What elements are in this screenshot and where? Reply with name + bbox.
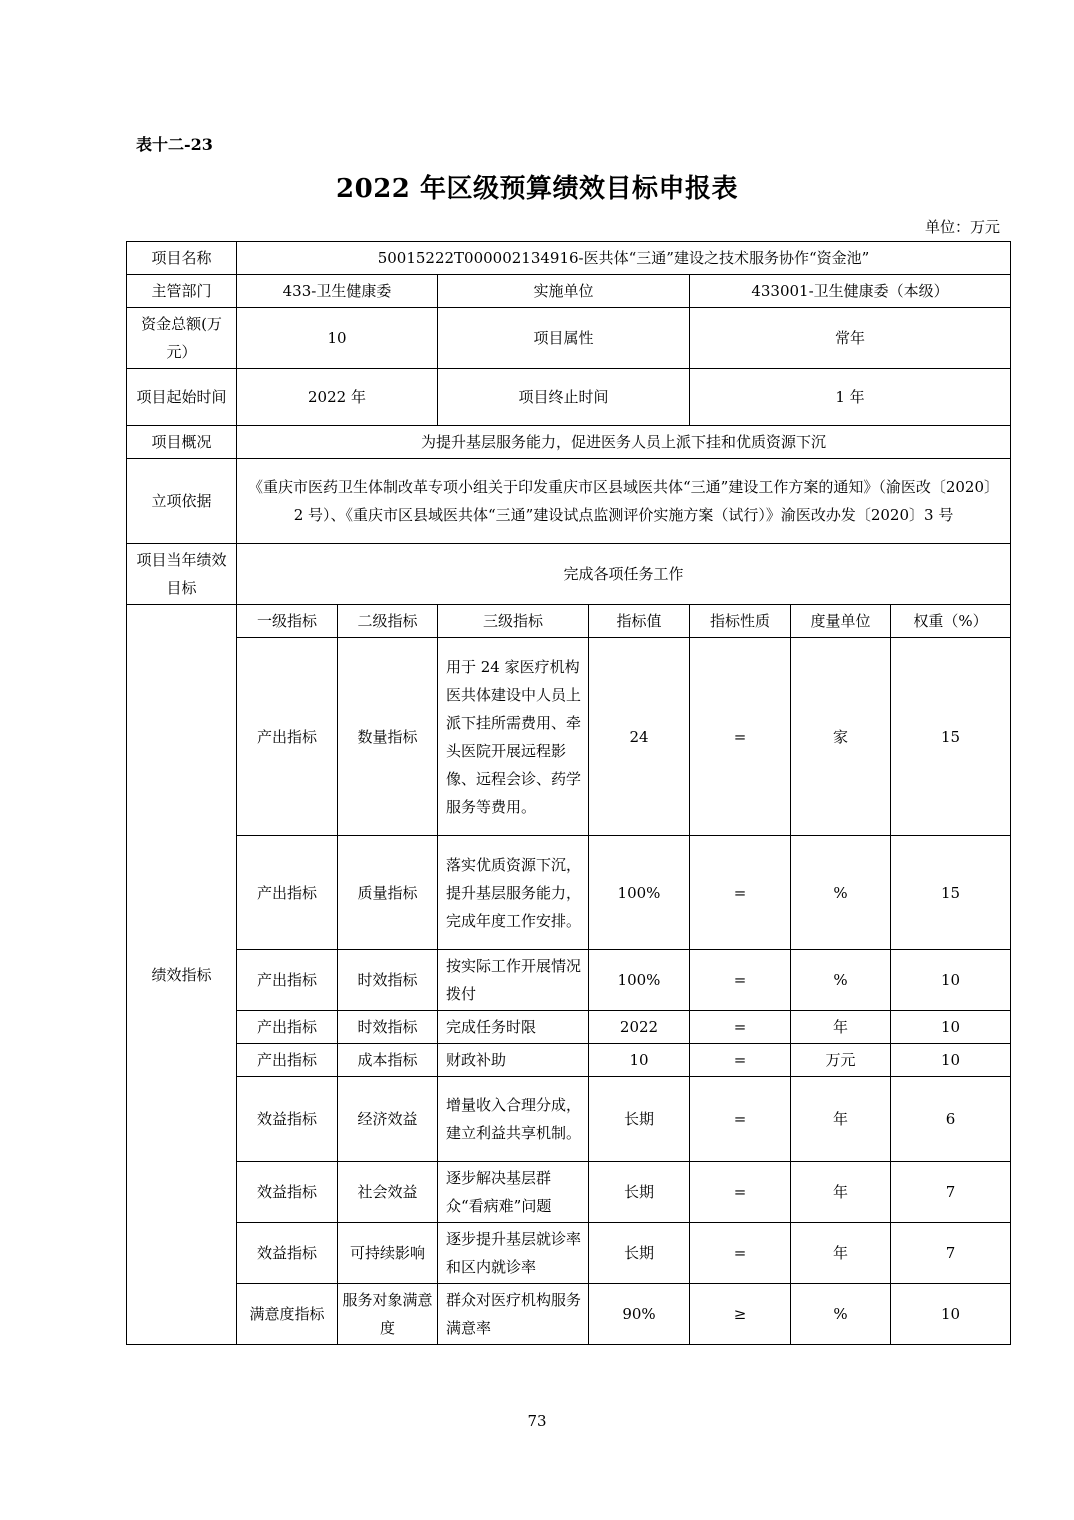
page-number: 73 <box>527 1412 547 1430</box>
row-department <box>127 275 1011 308</box>
unit-cell: % <box>791 836 891 950</box>
level1-cell: 产出指标 <box>237 1044 338 1077</box>
indicator-row <box>127 1223 1011 1284</box>
unit-cell: 年 <box>791 1077 891 1162</box>
level2-cell: 服务对象满意度 <box>338 1284 438 1345</box>
weight-cell: 7 <box>891 1162 1011 1223</box>
level1-cell: 效益指标 <box>237 1077 338 1162</box>
level3-cell: 落实优质资源下沉，提升基层服务能力，完成年度工作安排。 <box>438 836 589 950</box>
weight-cell: 10 <box>891 950 1011 1011</box>
impl-value: 433001-卫生健康委（本级） <box>690 275 1011 308</box>
level1-cell: 满意度指标 <box>237 1284 338 1345</box>
nature-cell: = <box>690 1077 791 1162</box>
row-project-name <box>127 242 1011 275</box>
basis-label: 立项依据 <box>127 459 237 544</box>
basis-value: 《重庆市医药卫生体制改革专项小组关于印发重庆市区县域医共体“三通”建设工作方案的通知》（渝医改〔2020〕2 号）、《重庆市区县域医共体“三通”建设试点监测评价实施方案（试行）》渝医改办发〔2020〕3 号 <box>237 459 1011 544</box>
dept-label: 主管部门 <box>127 275 237 308</box>
header-level3: 三级指标 <box>438 605 589 638</box>
unit-cell: % <box>791 1284 891 1345</box>
level3-cell: 完成任务时限 <box>438 1011 589 1044</box>
end-value: 1 年 <box>690 369 1011 426</box>
row-overview <box>127 426 1011 459</box>
row-goal <box>127 544 1011 605</box>
level2-cell: 经济效益 <box>338 1077 438 1162</box>
unit-cell: 家 <box>791 638 891 836</box>
level3-cell: 财政补助 <box>438 1044 589 1077</box>
level2-cell: 数量指标 <box>338 638 438 836</box>
indicator-row <box>127 836 1011 950</box>
level2-cell: 社会效益 <box>338 1162 438 1223</box>
weight-cell: 10 <box>891 1284 1011 1345</box>
indicator-row <box>127 1044 1011 1077</box>
value-cell: 长期 <box>589 1162 690 1223</box>
nature-cell: = <box>690 1162 791 1223</box>
indicator-header-row <box>127 605 1011 638</box>
level2-cell: 时效指标 <box>338 1011 438 1044</box>
header-nature: 指标性质 <box>690 605 791 638</box>
nature-cell: = <box>690 1223 791 1284</box>
header-weight: 权重（%） <box>891 605 1011 638</box>
level1-cell: 效益指标 <box>237 1223 338 1284</box>
indicator-row <box>127 950 1011 1011</box>
funds-value: 10 <box>237 308 438 369</box>
level1-cell: 效益指标 <box>237 1162 338 1223</box>
indicator-row <box>127 1284 1011 1345</box>
nature-cell: = <box>690 836 791 950</box>
level3-cell: 增量收入合理分成，建立利益共享机制。 <box>438 1077 589 1162</box>
level2-cell: 质量指标 <box>338 836 438 950</box>
start-value: 2022 年 <box>237 369 438 426</box>
unit-cell: 年 <box>791 1162 891 1223</box>
nature-cell: = <box>690 1044 791 1077</box>
level2-cell: 时效指标 <box>338 950 438 1011</box>
table-number: 表十二-23 <box>136 135 213 154</box>
header-unit: 度量单位 <box>791 605 891 638</box>
weight-cell: 7 <box>891 1223 1011 1284</box>
level3-cell: 按实际工作开展情况拨付 <box>438 950 589 1011</box>
weight-cell: 15 <box>891 836 1011 950</box>
dept-value: 433-卫生健康委 <box>237 275 438 308</box>
level3-cell: 群众对医疗机构服务满意率 <box>438 1284 589 1345</box>
unit-cell: 万元 <box>791 1044 891 1077</box>
value-cell: 长期 <box>589 1077 690 1162</box>
row-funds <box>127 308 1011 369</box>
nature-cell: = <box>690 638 791 836</box>
value-cell: 90% <box>589 1284 690 1345</box>
indicator-row <box>127 638 1011 836</box>
value-cell: 100% <box>589 950 690 1011</box>
level2-cell: 成本指标 <box>338 1044 438 1077</box>
project-name-value: 50015222T000002134916-医共体“三通”建设之技术服务协作“资金池” <box>237 242 1011 275</box>
overview-value: 为提升基层服务能力，促进医务人员上派下挂和优质资源下沉 <box>237 426 1011 459</box>
value-cell: 100% <box>589 836 690 950</box>
value-cell: 长期 <box>589 1223 690 1284</box>
budget-performance-table <box>126 241 1011 1345</box>
goal-value: 完成各项任务工作 <box>237 544 1011 605</box>
end-label: 项目终止时间 <box>438 369 690 426</box>
header-level1: 一级指标 <box>237 605 338 638</box>
row-basis <box>127 459 1011 544</box>
unit-cell: % <box>791 950 891 1011</box>
indicators-section-label: 绩效指标 <box>127 605 237 1345</box>
level3-cell: 逐步提升基层就诊率和区内就诊率 <box>438 1223 589 1284</box>
funds-label: 资金总额(万元） <box>127 308 237 369</box>
level1-cell: 产出指标 <box>237 1011 338 1044</box>
nature-cell: = <box>690 1011 791 1044</box>
level3-cell: 逐步解决基层群众“看病难”问题 <box>438 1162 589 1223</box>
unit-cell: 年 <box>791 1223 891 1284</box>
page-title: 2022 年区级预算绩效目标申报表 <box>336 174 738 204</box>
unit-cell: 年 <box>791 1011 891 1044</box>
overview-label: 项目概况 <box>127 426 237 459</box>
header-value: 指标值 <box>589 605 690 638</box>
level1-cell: 产出指标 <box>237 950 338 1011</box>
level3-cell: 用于 24 家医疗机构医共体建设中人员上派下挂所需费用、牵头医院开展远程影像、远程会诊、药学服务等费用。 <box>438 638 589 836</box>
project-name-label: 项目名称 <box>127 242 237 275</box>
nature-cell: = <box>690 950 791 1011</box>
nature-cell: ≥ <box>690 1284 791 1345</box>
impl-label: 实施单位 <box>438 275 690 308</box>
indicator-row <box>127 1011 1011 1044</box>
row-period <box>127 369 1011 426</box>
value-cell: 10 <box>589 1044 690 1077</box>
goal-label: 项目当年绩效目标 <box>127 544 237 605</box>
value-cell: 2022 <box>589 1011 690 1044</box>
weight-cell: 10 <box>891 1011 1011 1044</box>
start-label: 项目起始时间 <box>127 369 237 426</box>
header-level2: 二级指标 <box>338 605 438 638</box>
weight-cell: 10 <box>891 1044 1011 1077</box>
indicator-row <box>127 1077 1011 1162</box>
level1-cell: 产出指标 <box>237 836 338 950</box>
weight-cell: 6 <box>891 1077 1011 1162</box>
level2-cell: 可持续影响 <box>338 1223 438 1284</box>
level1-cell: 产出指标 <box>237 638 338 836</box>
weight-cell: 15 <box>891 638 1011 836</box>
attr-label: 项目属性 <box>438 308 690 369</box>
attr-value: 常年 <box>690 308 1011 369</box>
value-cell: 24 <box>589 638 690 836</box>
unit-label: 单位：万元 <box>924 218 1000 236</box>
indicator-row <box>127 1162 1011 1223</box>
